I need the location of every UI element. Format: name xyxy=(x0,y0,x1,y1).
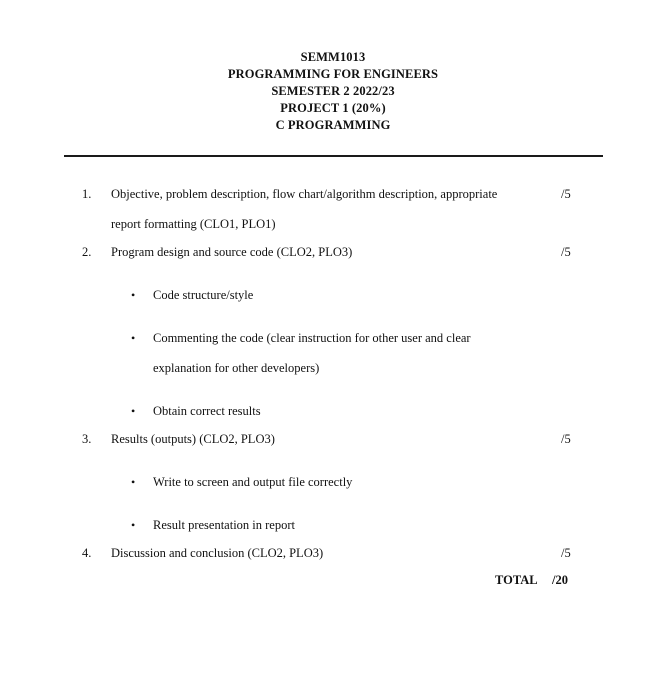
item-4-mark: /5 xyxy=(561,546,571,560)
item-2-bullet-2-continued: explanation for other developers) xyxy=(153,361,320,375)
item-2-bullet-2: Commenting the code (clear instruction for other user and clear xyxy=(153,331,471,345)
total-value: /20 xyxy=(552,573,568,587)
item-4-text: Discussion and conclusion (CLO2, PLO3) xyxy=(111,546,324,560)
bullet-icon: • xyxy=(131,288,136,302)
total-label: TOTAL xyxy=(495,573,538,587)
item-3-bullet-2: Result presentation in report xyxy=(153,518,295,532)
semester: SEMESTER 2 2022/23 xyxy=(271,84,395,98)
item-4-number: 4. xyxy=(82,546,92,560)
course-code: SEMM1013 xyxy=(300,50,366,64)
bullet-icon: • xyxy=(131,518,136,532)
item-2-bullet-1: Code structure/style xyxy=(153,288,254,302)
header-divider xyxy=(64,155,603,157)
item-2-bullet-3: Obtain correct results xyxy=(153,404,261,418)
item-2-mark: /5 xyxy=(561,245,571,259)
item-2-number: 2. xyxy=(82,245,92,259)
topic-title: C PROGRAMMING xyxy=(275,118,391,132)
item-3-number: 3. xyxy=(82,432,92,446)
item-2-text: Program design and source code (CLO2, PLO3) xyxy=(111,245,353,259)
bullet-icon: • xyxy=(131,404,136,418)
bullet-icon: • xyxy=(131,475,136,489)
project-title: PROJECT 1 (20%) xyxy=(280,101,386,115)
bullet-icon: • xyxy=(131,331,136,345)
document-header xyxy=(0,49,650,134)
item-3-mark: /5 xyxy=(561,432,571,446)
item-1-text: Objective, problem description, flow chart/algorithm description, appropriate xyxy=(111,187,498,201)
item-1-mark: /5 xyxy=(561,187,571,201)
item-1-text-continued: report formatting (CLO1, PLO1) xyxy=(111,217,276,231)
item-1-number: 1. xyxy=(82,187,92,201)
item-3-bullet-1: Write to screen and output file correctly xyxy=(153,475,353,489)
course-name: PROGRAMMING FOR ENGINEERS xyxy=(227,67,439,81)
item-3-text: Results (outputs) (CLO2, PLO3) xyxy=(111,432,275,446)
